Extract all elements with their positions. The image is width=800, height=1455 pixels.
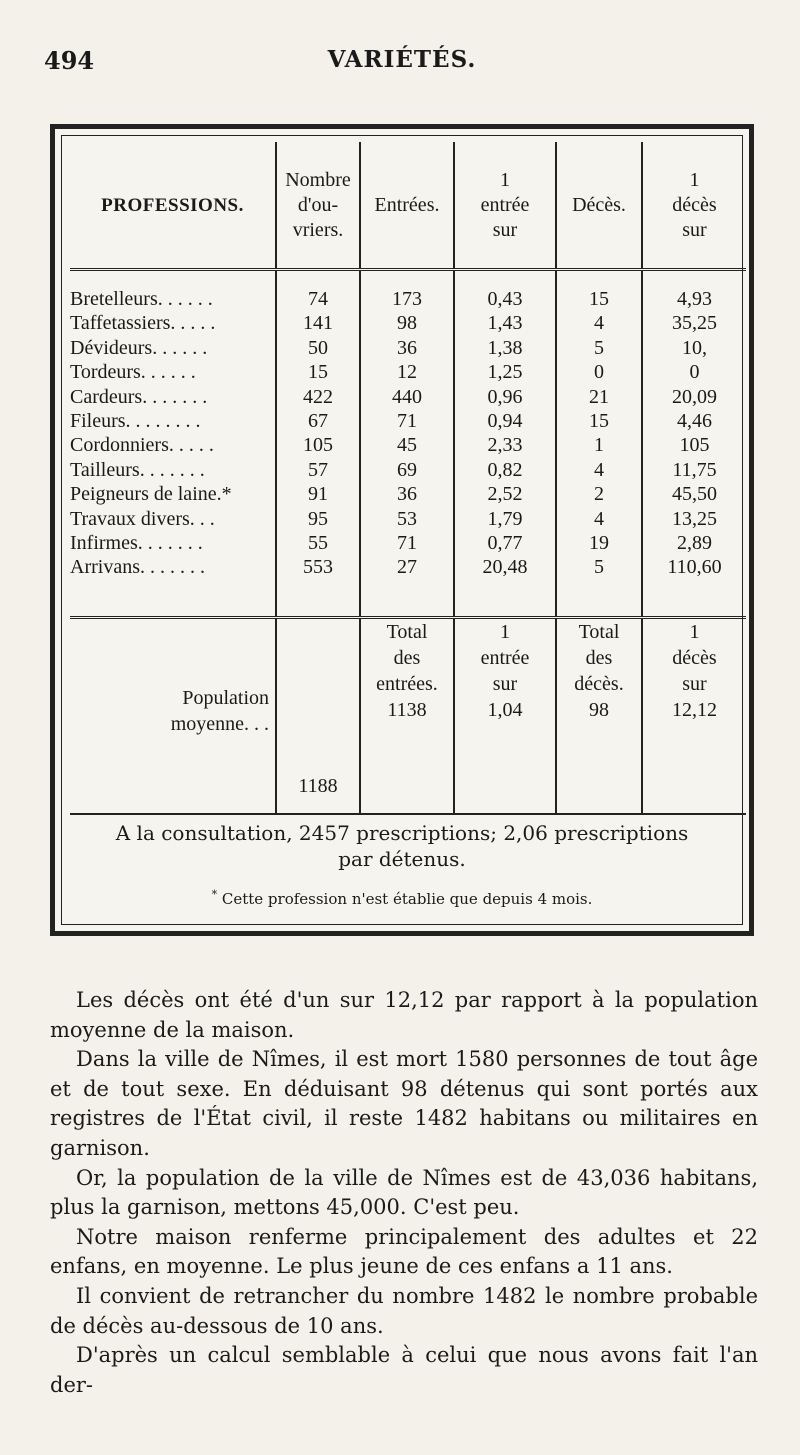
entries-cell: 36: [360, 336, 454, 360]
entry-ratio-cell: 2,33: [454, 433, 556, 457]
workers-cell: 91: [276, 482, 360, 506]
paragraph: Il convient de retrancher du nombre 1482 le nombre probable de décès au-dessous de 10 ans.: [50, 1283, 758, 1338]
workers-cell: 57: [276, 458, 360, 482]
consultation-note: A la consultation, 2457 prescriptions; 2,06 prescriptions par détenus.: [115, 821, 689, 871]
header-death-ratio: 1 décès sur: [642, 142, 746, 270]
death-ratio-cell: 4,46: [642, 409, 746, 433]
entries-cell: 69: [360, 458, 454, 482]
deaths-cell: 5: [556, 555, 642, 579]
entries-cell: 98: [360, 311, 454, 335]
death-ratio-cell: 35,25: [642, 311, 746, 335]
total-deaths: Total des décès. 98: [556, 617, 642, 814]
table-row: [70, 311, 746, 335]
death-ratio-cell: 105: [642, 433, 746, 457]
entry-ratio-cell: 1,25: [454, 360, 556, 384]
table-row: [70, 336, 746, 360]
deaths-cell: 4: [556, 507, 642, 531]
table-inner-border: [61, 135, 743, 925]
deaths-cell: 15: [556, 409, 642, 433]
workers-cell: 422: [276, 385, 360, 409]
death-ratio-cell: 10,: [642, 336, 746, 360]
workers-cell: 105: [276, 433, 360, 457]
profession-cell: Peigneurs de laine.*: [70, 483, 232, 506]
total-workers: 1188: [276, 617, 360, 814]
paragraph: D'après un calcul semblable à celui que nous avons fait l'an der-: [50, 1343, 758, 1397]
table-row: [70, 409, 746, 433]
entries-cell: 45: [360, 433, 454, 457]
deaths-cell: 4: [556, 311, 642, 335]
deaths-cell: 21: [556, 385, 642, 409]
workers-cell: 15: [276, 360, 360, 384]
body-text: [50, 986, 758, 1400]
profession-cell: Tailleurs. . . . . . .: [70, 458, 205, 481]
death-ratio-cell: 2,89: [642, 531, 746, 555]
paragraph: Les décès ont été d'un sur 12,12 par rapport à la population moyenne de la maison.: [50, 988, 758, 1042]
page-header: [44, 46, 760, 80]
entry-ratio-cell: 2,52: [454, 482, 556, 506]
paragraph: Or, la population de la ville de Nîmes est de 43,036 habitans, plus la garnison, mettons 45,000. C'est peu.: [50, 1165, 758, 1220]
total-entry-ratio: 1 entrée sur 1,04: [454, 617, 556, 814]
table-footnote: * Cette profession n'est établie que depuis 4 mois.: [211, 888, 593, 908]
paragraph: Notre maison renferme principalement des adultes et 22 enfans, en moyenne. Le plus jeune de ces enfans a 11 ans.: [50, 1224, 758, 1279]
professions-table: [70, 142, 746, 815]
table-row: [70, 458, 746, 482]
entries-cell: 36: [360, 482, 454, 506]
deaths-cell: 19: [556, 531, 642, 555]
entry-ratio-cell: 1,38: [454, 336, 556, 360]
death-ratio-cell: 0: [642, 360, 746, 384]
header-entry-ratio: 1 entrée sur: [454, 142, 556, 270]
profession-cell: Taffetassiers. . . . .: [70, 312, 216, 335]
entry-ratio-cell: 0,43: [454, 287, 556, 311]
table-body: [70, 270, 746, 580]
entries-cell: 53: [360, 507, 454, 531]
running-title: VARIÉTÉS.: [327, 46, 477, 73]
profession-cell: Tordeurs. . . . . .: [70, 361, 196, 384]
profession-cell: Travaux divers. . .: [70, 507, 215, 530]
table-row: [70, 385, 746, 409]
total-entries: Total des entrées. 1138: [360, 617, 454, 814]
profession-cell: Dévideurs. . . . . .: [70, 336, 208, 359]
header-deaths: Décès.: [556, 142, 642, 270]
entry-ratio-cell: 0,82: [454, 458, 556, 482]
workers-cell: 95: [276, 507, 360, 531]
page-number: 494: [44, 46, 95, 75]
death-ratio-cell: 110,60: [642, 555, 746, 579]
header-professions: PROFESSIONS.: [70, 142, 276, 270]
entry-ratio-cell: 0,77: [454, 531, 556, 555]
table-row: [70, 360, 746, 384]
death-ratio-cell: 13,25: [642, 507, 746, 531]
deaths-cell: 1: [556, 433, 642, 457]
workers-cell: 74: [276, 287, 360, 311]
deaths-cell: 0: [556, 360, 642, 384]
deaths-cell: 2: [556, 482, 642, 506]
workers-cell: 67: [276, 409, 360, 433]
entries-cell: 71: [360, 409, 454, 433]
table-row: [70, 507, 746, 531]
entry-ratio-cell: 20,48: [454, 555, 556, 579]
totals-row: [70, 617, 746, 814]
entry-ratio-cell: 0,96: [454, 385, 556, 409]
profession-cell: Cardeurs. . . . . . .: [70, 385, 208, 408]
entries-cell: 12: [360, 360, 454, 384]
table-row: [70, 555, 746, 579]
deaths-cell: 5: [556, 336, 642, 360]
workers-cell: 553: [276, 555, 360, 579]
entries-cell: 71: [360, 531, 454, 555]
total-death-ratio: 1 décès sur 12,12: [642, 617, 746, 814]
deaths-cell: 15: [556, 287, 642, 311]
profession-cell: Bretelleurs. . . . . .: [70, 288, 213, 310]
table-row: [70, 433, 746, 457]
table-row: [70, 482, 746, 506]
workers-cell: 141: [276, 311, 360, 335]
entry-ratio-cell: 1,79: [454, 507, 556, 531]
profession-cell: Arrivans. . . . . . .: [70, 556, 205, 579]
profession-cell: Infirmes. . . . . . .: [70, 532, 203, 555]
entries-cell: 27: [360, 555, 454, 579]
entry-ratio-cell: 1,43: [454, 311, 556, 335]
header-workers: Nombre d'ou- vriers.: [276, 142, 360, 270]
profession-cell: Fileurs. . . . . . . .: [70, 410, 201, 433]
workers-cell: 55: [276, 531, 360, 555]
paragraph: Dans la ville de Nîmes, il est mort 1580 personnes de tout âge et de tout sexe. En déduisant 98 détenus qui sont portés aux registres de l'État civil, il reste 1482 habitans ou militaires en garnison.: [50, 1047, 758, 1160]
header-entries: Entrées.: [360, 142, 454, 270]
table-row: [70, 287, 746, 311]
death-ratio-cell: 45,50: [642, 482, 746, 506]
entries-cell: 173: [360, 287, 454, 311]
profession-cell: Cordonniers. . . . .: [70, 434, 214, 457]
death-ratio-cell: 4,93: [642, 287, 746, 311]
entries-cell: 440: [360, 385, 454, 409]
entry-ratio-cell: 0,94: [454, 409, 556, 433]
population-label: Population moyenne. . .: [70, 617, 276, 814]
workers-cell: 50: [276, 336, 360, 360]
death-ratio-cell: 20,09: [642, 385, 746, 409]
deaths-cell: 4: [556, 458, 642, 482]
table-row: [70, 531, 746, 555]
statistics-table-frame: [50, 124, 754, 936]
death-ratio-cell: 11,75: [642, 458, 746, 482]
